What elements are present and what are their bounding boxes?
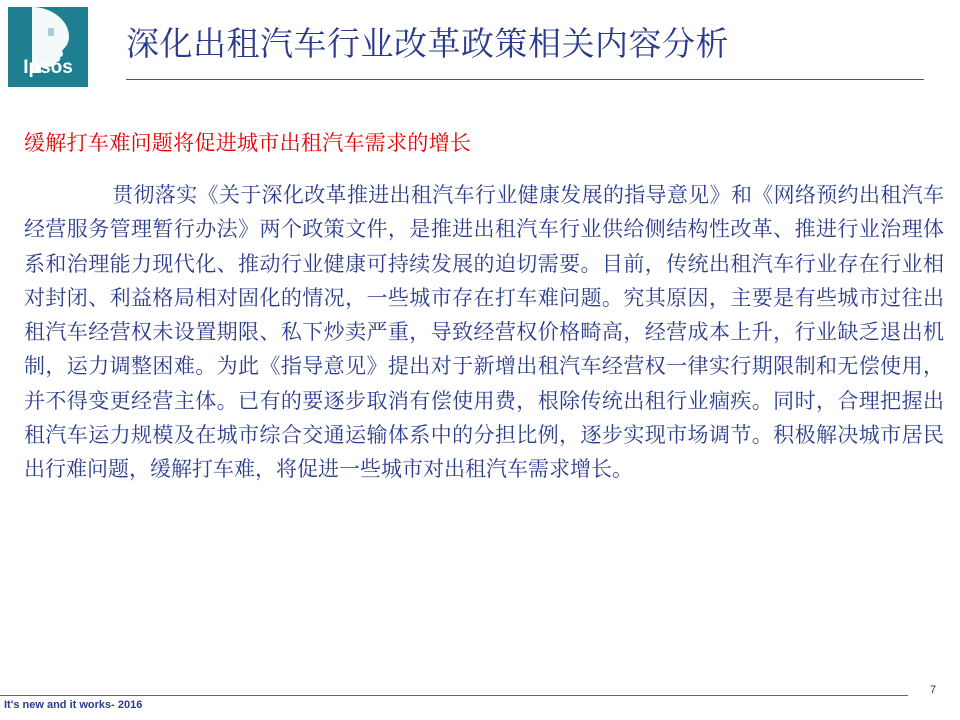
footer-tagline: It's new and it works- 2016 (4, 699, 143, 711)
footer-divider (0, 695, 908, 696)
page-title: 深化出租汽车行业改革政策相关内容分析 (126, 24, 729, 63)
page-number: 7 (930, 684, 937, 696)
logo-text: Ipsos (23, 57, 73, 78)
body-paragraph: 贯彻落实《关于深化改革推进出租汽车行业健康发展的指导意见》和《网络预约出租汽车经营服务管理暂行办法》两个政策文件，是推进出租汽车行业供给侧结构性改革、推进行业治理体系和治理能力现代化、推动行业健康可持续发展的迫切需要。目前，传统出租汽车行业存在行业相对封闭、利益格局相对固化的情况，一些城市存在打车难问题。究其原因，主要是有些城市过往出租汽车经营权未设置期限、私下炒卖严重，导致经营权价格畸高，经营成本上升，行业缺乏退出机制，运力调整困难。为此《指导意见》提出对于新增出租汽车经营权一律实行期限制和无偿使用，并不得变更经营主体。已有的要逐步取消有偿使用费，根除传统出租行业痼疾。同时，合理把握出租汽车运力规模及在城市综合交通运输体系中的分担比例，逐步实现市场调节。积极解决城市居民出行难问题，缓解打车难，将促进一些城市对出租汽车需求增长。 (24, 183, 944, 482)
ipsos-logo (8, 7, 88, 87)
section-heading: 缓解打车难问题将促进城市出租汽车需求的增长 (24, 131, 472, 155)
title-divider (126, 79, 924, 80)
